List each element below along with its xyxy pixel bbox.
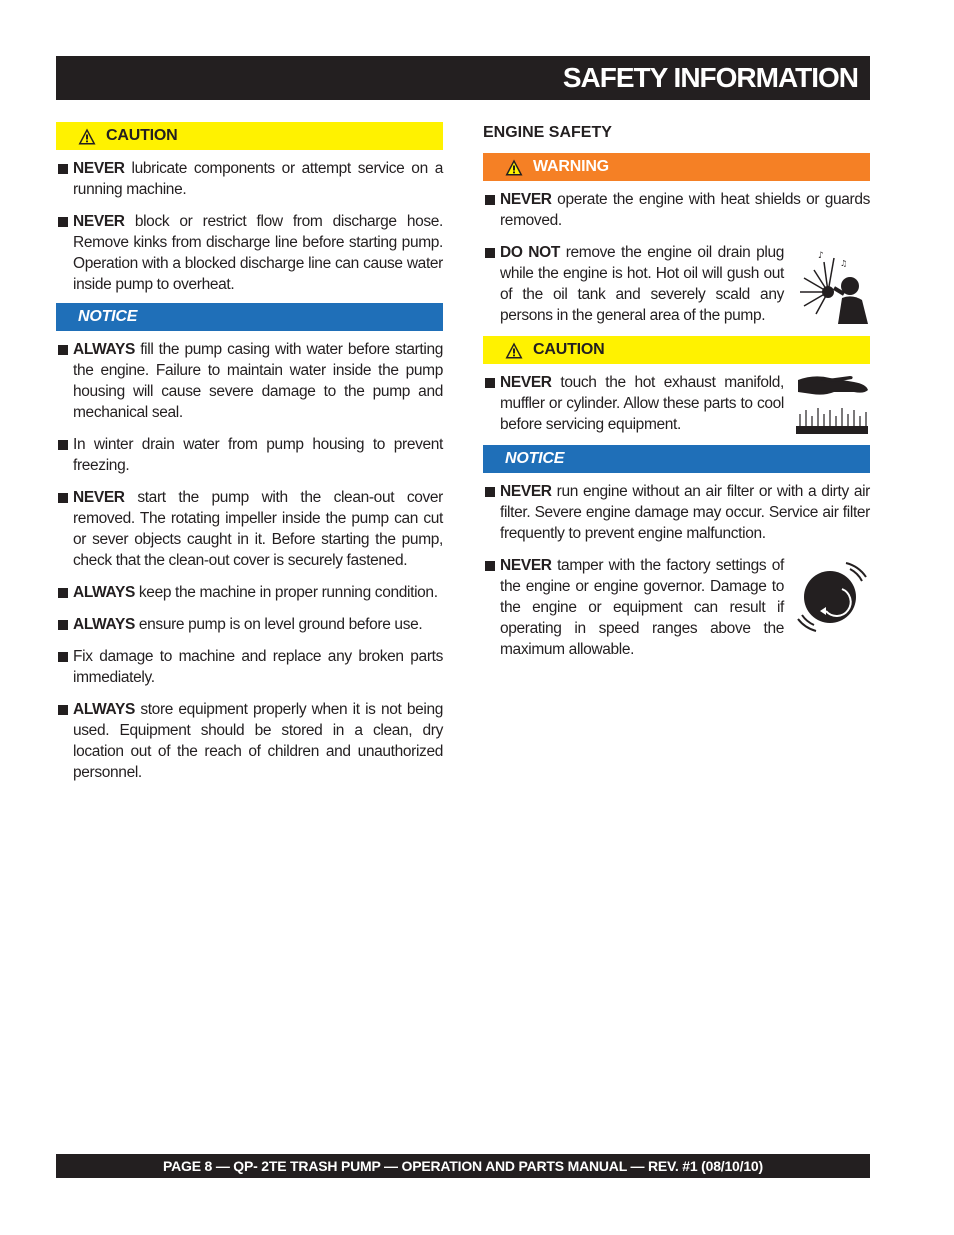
item-text: keep the machine in proper running condition.	[134, 584, 438, 601]
item-lead: NEVER	[500, 557, 552, 574]
list-item	[483, 189, 870, 231]
bullet-square	[485, 248, 495, 258]
item-lead: NEVER	[73, 213, 125, 230]
item-lead: NEVER	[500, 191, 552, 208]
item-text: touch the hot exhaust manifold, muffler or cylinder. Allow these parts to cool before servicing equipment.	[500, 374, 784, 433]
bullet-square	[58, 217, 68, 227]
notice-label: NOTICE	[78, 308, 138, 325]
notice-banner	[483, 445, 870, 473]
warning-label: WARNING	[533, 158, 609, 175]
item-text: store equipment properly when it is not being used. Equipment should be stored in a clean, dry location out of the reach of children and unauthorized personnel.	[73, 701, 443, 781]
header-bar	[56, 56, 870, 100]
item-text: ensure pump is on level ground before use.	[134, 616, 423, 633]
notice-label: NOTICE	[505, 450, 565, 467]
governor-dial-icon	[794, 557, 870, 633]
section-heading: ENGINE SAFETY	[483, 124, 612, 141]
list-item	[483, 242, 870, 326]
bullet-square	[58, 620, 68, 630]
item-lead: NEVER	[500, 483, 552, 500]
bullet-square	[58, 493, 68, 503]
item-lead: NEVER	[73, 489, 125, 506]
item-lead: DO NOT	[500, 244, 560, 261]
list-item	[56, 646, 443, 688]
caution-label: CAUTION	[533, 341, 605, 358]
list-item	[56, 487, 443, 571]
item-text: In winter drain water from pump housing to prevent freezing.	[73, 436, 443, 474]
warning-triangle-icon	[505, 342, 523, 359]
list-item	[56, 158, 443, 200]
item-lead: ALWAYS	[73, 341, 135, 358]
list-item	[56, 211, 443, 295]
hot-oil-spray-icon	[794, 248, 870, 324]
list-item	[56, 699, 443, 783]
warning-banner	[483, 153, 870, 181]
list-item	[56, 434, 443, 476]
bullet-square	[58, 440, 68, 450]
list-item	[483, 555, 870, 660]
item-text: run engine without an air filter or with a dirty air filter. Severe engine damage may occur. Service air filter frequently to prevent engine malfunction.	[500, 483, 870, 542]
list-item	[56, 614, 443, 635]
item-text: lubricate components or attempt service on a running machine.	[73, 160, 443, 198]
left-column	[56, 122, 443, 783]
item-lead: ALWAYS	[73, 701, 135, 718]
hot-surface-hand-icon	[794, 370, 870, 440]
footer-bar	[56, 1154, 870, 1178]
item-lead: NEVER	[73, 160, 125, 177]
bullet-square	[485, 487, 495, 497]
warning-triangle-icon	[505, 159, 523, 176]
svg-text:♫: ♫	[840, 259, 847, 268]
item-text: fill the pump casing with water before starting the engine. Failure to maintain water inside the pump housing will cause severe damage to the pump and mechanical seal.	[73, 341, 443, 421]
bullet-square	[58, 164, 68, 174]
item-lead: NEVER	[500, 374, 552, 391]
footer-text: PAGE 8 — QP- 2TE TRASH PUMP — OPERATION AND PARTS MANUAL — REV. #1 (08/10/10)	[163, 1158, 763, 1174]
item-text: Fix damage to machine and replace any broken parts immediately.	[73, 648, 443, 686]
bullet-square	[58, 588, 68, 598]
list-item	[483, 372, 870, 435]
notice-banner	[56, 303, 443, 331]
bullet-square	[485, 195, 495, 205]
item-text: tamper with the factory settings of the engine or engine governor. Damage to the engine or equipment can result if operating in speed ranges above the maximum allowable.	[500, 557, 784, 658]
item-text: block or restrict flow from discharge hose. Remove kinks from discharge line before starting pump. Operation with a blocked discharge line can cause water inside pump to overheat.	[73, 213, 443, 293]
item-lead: ALWAYS	[73, 616, 135, 633]
bullet-square	[485, 378, 495, 388]
item-text: operate the engine with heat shields or guards removed.	[500, 191, 870, 229]
item-text: start the pump with the clean-out cover removed. The rotating impeller inside the pump can cut or sever objects caught in it. Before starting the pump, check that the clean-out cover is securely fastened.	[73, 489, 443, 569]
caution-banner	[483, 336, 870, 364]
caution-banner	[56, 122, 443, 150]
right-column	[483, 122, 870, 660]
item-text: remove the engine oil drain plug while the engine is hot. Hot oil will gush out of the oil tank and severely scald any persons in the general area of the pump.	[500, 244, 784, 324]
bullet-square	[58, 345, 68, 355]
bullet-square	[58, 705, 68, 715]
list-item	[56, 339, 443, 423]
list-item	[483, 481, 870, 544]
list-item	[56, 582, 443, 603]
caution-label: CAUTION	[106, 127, 178, 144]
bullet-square	[58, 652, 68, 662]
page-title: SAFETY INFORMATION	[562, 62, 858, 93]
warning-triangle-icon	[78, 128, 96, 145]
bullet-square	[485, 561, 495, 571]
item-lead: ALWAYS	[73, 584, 135, 601]
svg-text:♪: ♪	[818, 251, 824, 261]
